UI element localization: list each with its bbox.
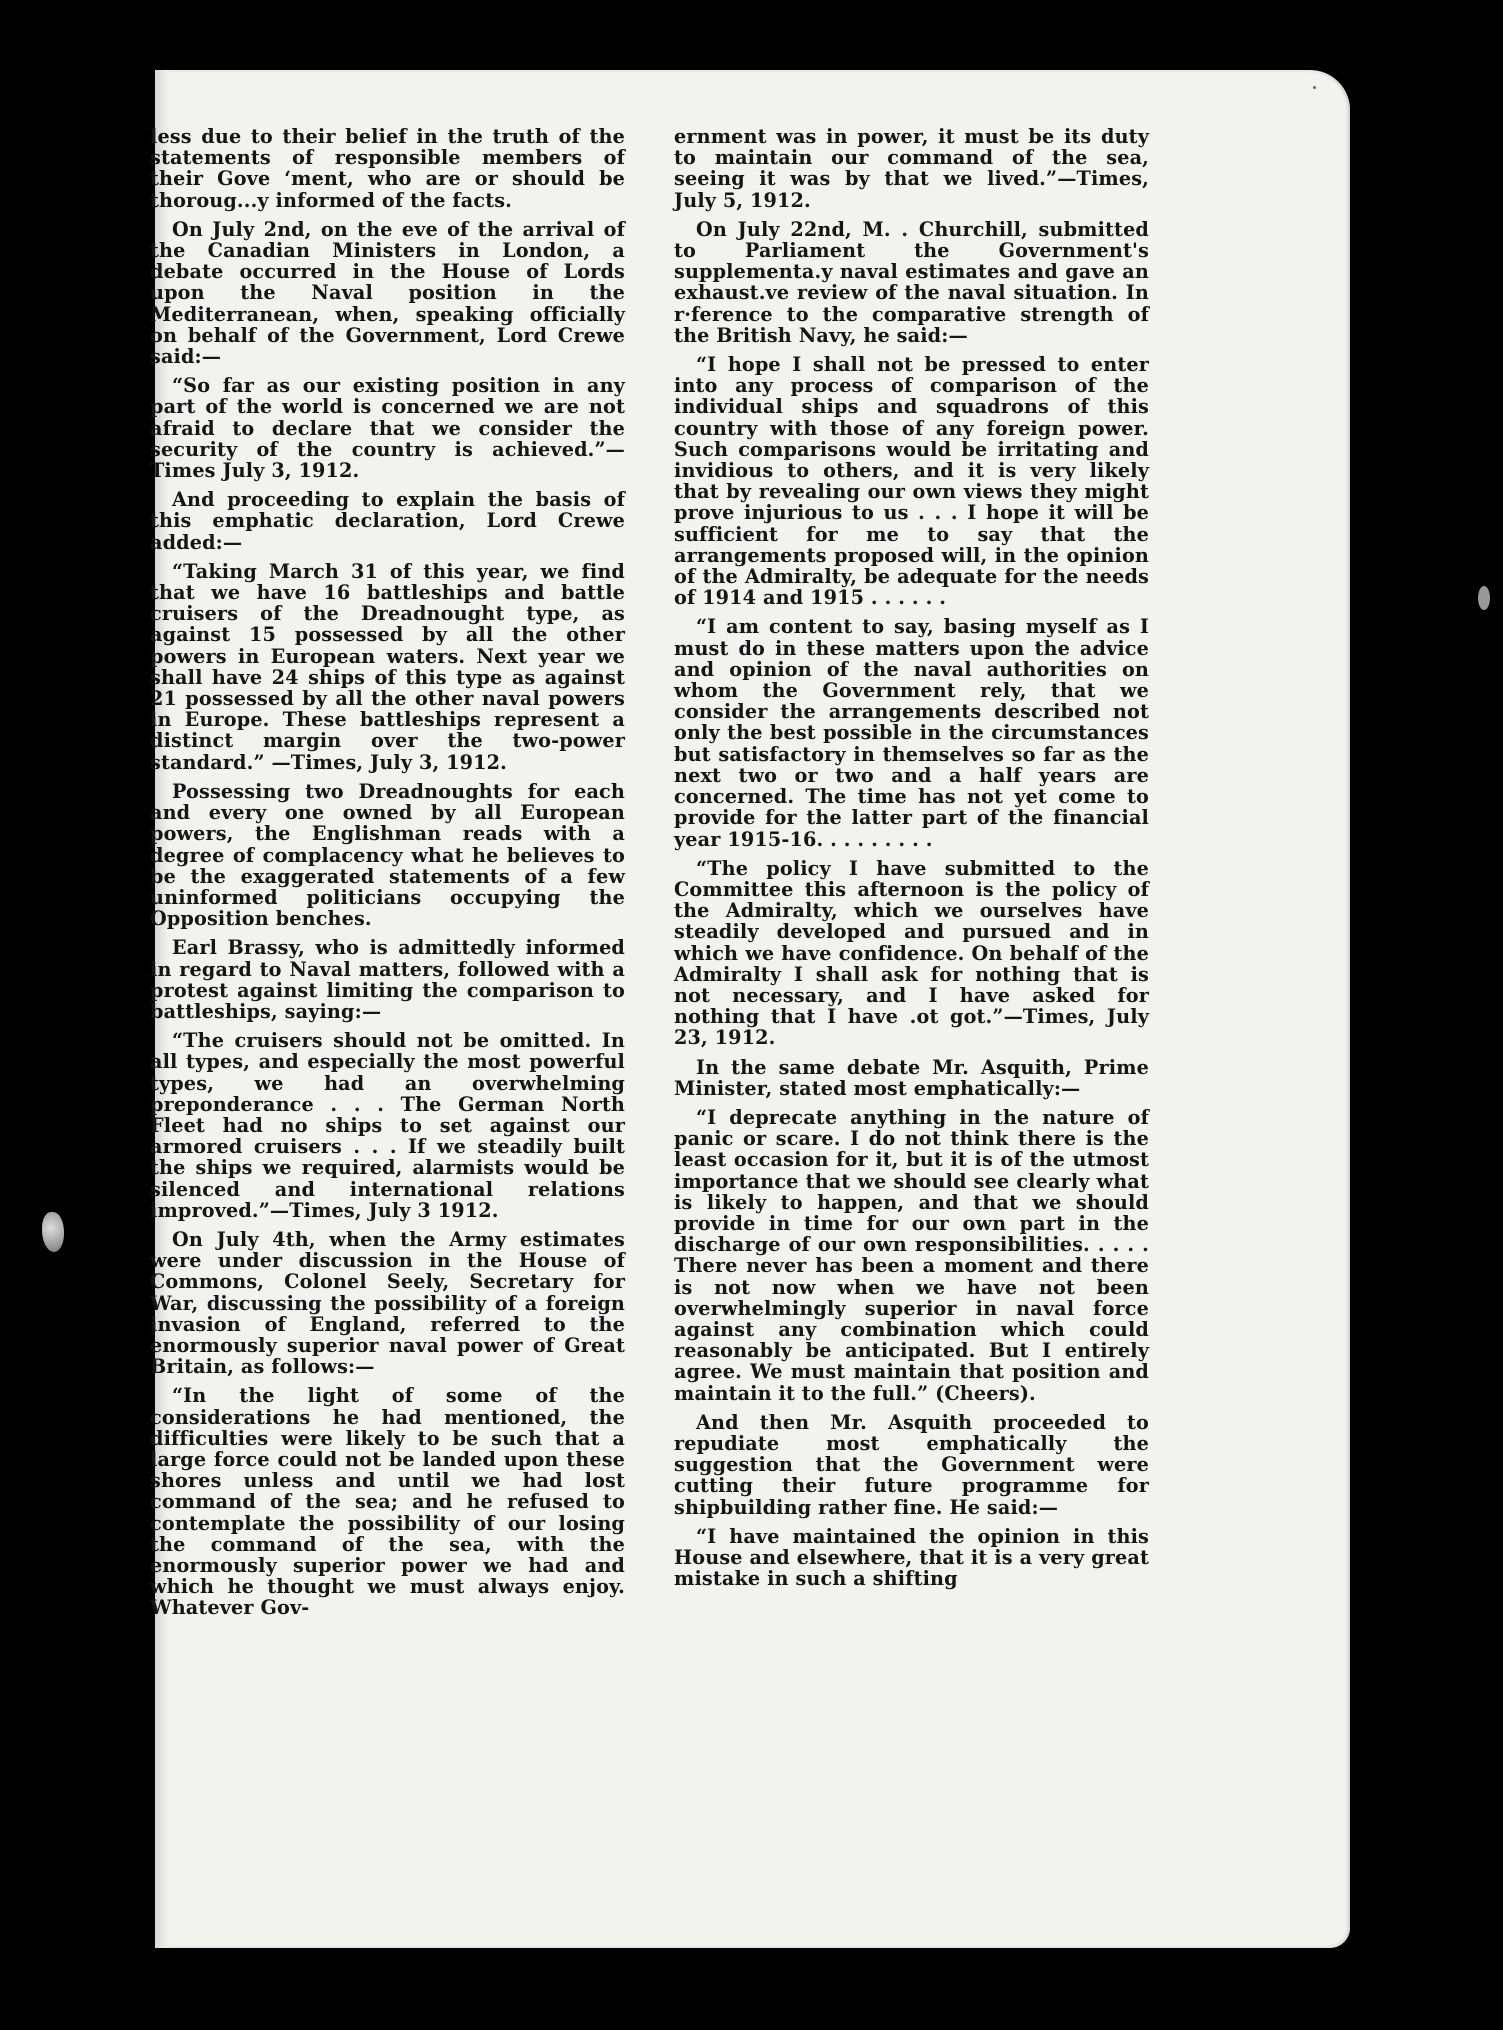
paragraph: “The policy I have submitted to the Committee this afternoon is the policy of the Admiralty, which we ourselves have steadily developed and pursued and in which we have confidence. On behalf of the Admiralty I shall ask for nothing that is not necessary, and I have asked for nothing that I have .ot got.”—Times, July 23, 1912.	[674, 856, 1149, 1050]
paragraph: And proceeding to explain the basis of this emphatic declaration, Lord Crewe added:—	[150, 488, 625, 554]
paragraph: “In the light of some of the considerations he had mentioned, the difficulties were likely to be such that a large force could not be landed upon these shores unless and until we had lost command of the sea; and he refused to contemplate the possibility of our losing the command of the sea, with the enormously superior power we had and which he thought we must always enjoy. Whatever Gov-	[150, 1384, 625, 1620]
paragraph: ernment was in power, it must be its duty to maintain our command of the sea, seeing it was by that we lived.”—Times, July 5, 1912.	[674, 125, 1149, 212]
paragraph: “So far as our existing position in any part of the world is concerned we are not afraid to declare that we consider the security of the country is achieved.”—Times July 3, 1912.	[150, 374, 625, 483]
paragraph: Earl Brassy, who is admittedly informed in regard to Naval matters, followed with a protest against limiting the comparison to battleships, saying:—	[150, 936, 625, 1023]
paragraph: “Taking March 31 of this year, we find that we have 16 battleships and battle cruisers of the Dreadnought type, as against 15 possessed by all the other powers in European waters. Next year we shall have 24 ships of this type as against 21 possessed by all the other naval powers in Europe. These battleships represent a distinct margin over the two-power standard.” —Times, July 3, 1912.	[150, 559, 625, 774]
scan-artifact	[1313, 86, 1316, 89]
paragraph: In the same debate Mr. Asquith, Prime Minister, stated most emphatically:—	[674, 1055, 1149, 1100]
paragraph: “I have maintained the opinion in this House and elsewhere, that it is a very great mistake in such a shifting	[674, 1524, 1149, 1591]
scan-artifact	[42, 1212, 64, 1252]
paragraph: “The cruisers should not be omitted. In all types, and especially the most powerful types, we had an overwhelming preponderance . . . The German North Fleet had no ships to set against our armored cruisers . . . If we steadily built the ships we required, alarmists would be silenced and international relations improved.”—Times, July 3 1912.	[150, 1029, 625, 1222]
paragraph: “I deprecate anything in the nature of panic or scare. I do not think there is the least occasion for it, but it is of the utmost importance that we should see clearly what is likely to happen, and that we should provide in time for our own part in the discharge of our own responsibilities. . . . . There never has been a moment and there is not now when we have not been overwhelmingly superior in naval force against any combination which could reasonably be anticipated. But I entirely agree. We must maintain that position and maintain it to the full.” (Cheers).	[674, 1105, 1149, 1405]
paragraph: On July 4th, when the Army estimates were under discussion in the House of Commons, Colonel Seely, Secretary for War, discussing the possibility of a foreign invasion of England, referred to the enormously superior naval power of Great Britain, as follows:—	[150, 1227, 625, 1379]
paragraph: less due to their belief in the truth of the statements of responsible members of their Gove ʻment, who are or should be thoroug...y informed of the facts.	[150, 125, 625, 212]
scan-artifact	[1478, 586, 1490, 610]
right-text-column	[674, 126, 1149, 1597]
paragraph: And then Mr. Asquith proceeded to repudiate most emphatically the suggestion that the Government were cutting their future programme for shipbuilding rather fine. He said:—	[674, 1410, 1149, 1519]
paragraph: Possessing two Dreadnoughts for each and every one owned by all European powers, the Englishman reads with a degree of complacency what he believes to be the exaggerated statements of a few uninformed politicians occupying the Opposition benches.	[150, 779, 625, 931]
paragraph: “I am content to say, basing myself as I must do in these matters upon the advice and opinion of the naval authorities on whom the Government rely, that we consider the arrangements described not only the best possible in the circumstances but satisfactory in themselves so far as the next two or two and a half years are concerned. The time has not yet come to provide for the latter part of the financial year 1915-16. . . . . . . . .	[674, 615, 1149, 851]
paragraph: On July 22nd, M. . Churchill, submitted to Parliament the Government's supplementa.y naval estimates and gave an exhaust.ve review of the naval situation. In r·ference to the comparative strength of the British Navy, he said:—	[674, 217, 1149, 347]
paragraph: On July 2nd, on the eve of the arrival of the Canadian Ministers in London, a debate occurred in the House of Lords upon the Naval position in the Mediterranean, when, speaking officially on behalf of the Government, Lord Crewe said:—	[150, 217, 625, 369]
left-text-column	[150, 126, 625, 1627]
paragraph: “I hope I shall not be pressed to enter into any process of comparison of the individual ships and squadrons of this country with those of any foreign power. Such comparisons would be irritating and invidious to others, and it is very likely that by revealing our own views they might prove injurious to us . . . I hope it will be sufficient for me to say that the arrangements proposed will, in the opinion of the Admiralty, be adequate for the needs of 1914 and 1915 . . . . . .	[674, 353, 1149, 610]
